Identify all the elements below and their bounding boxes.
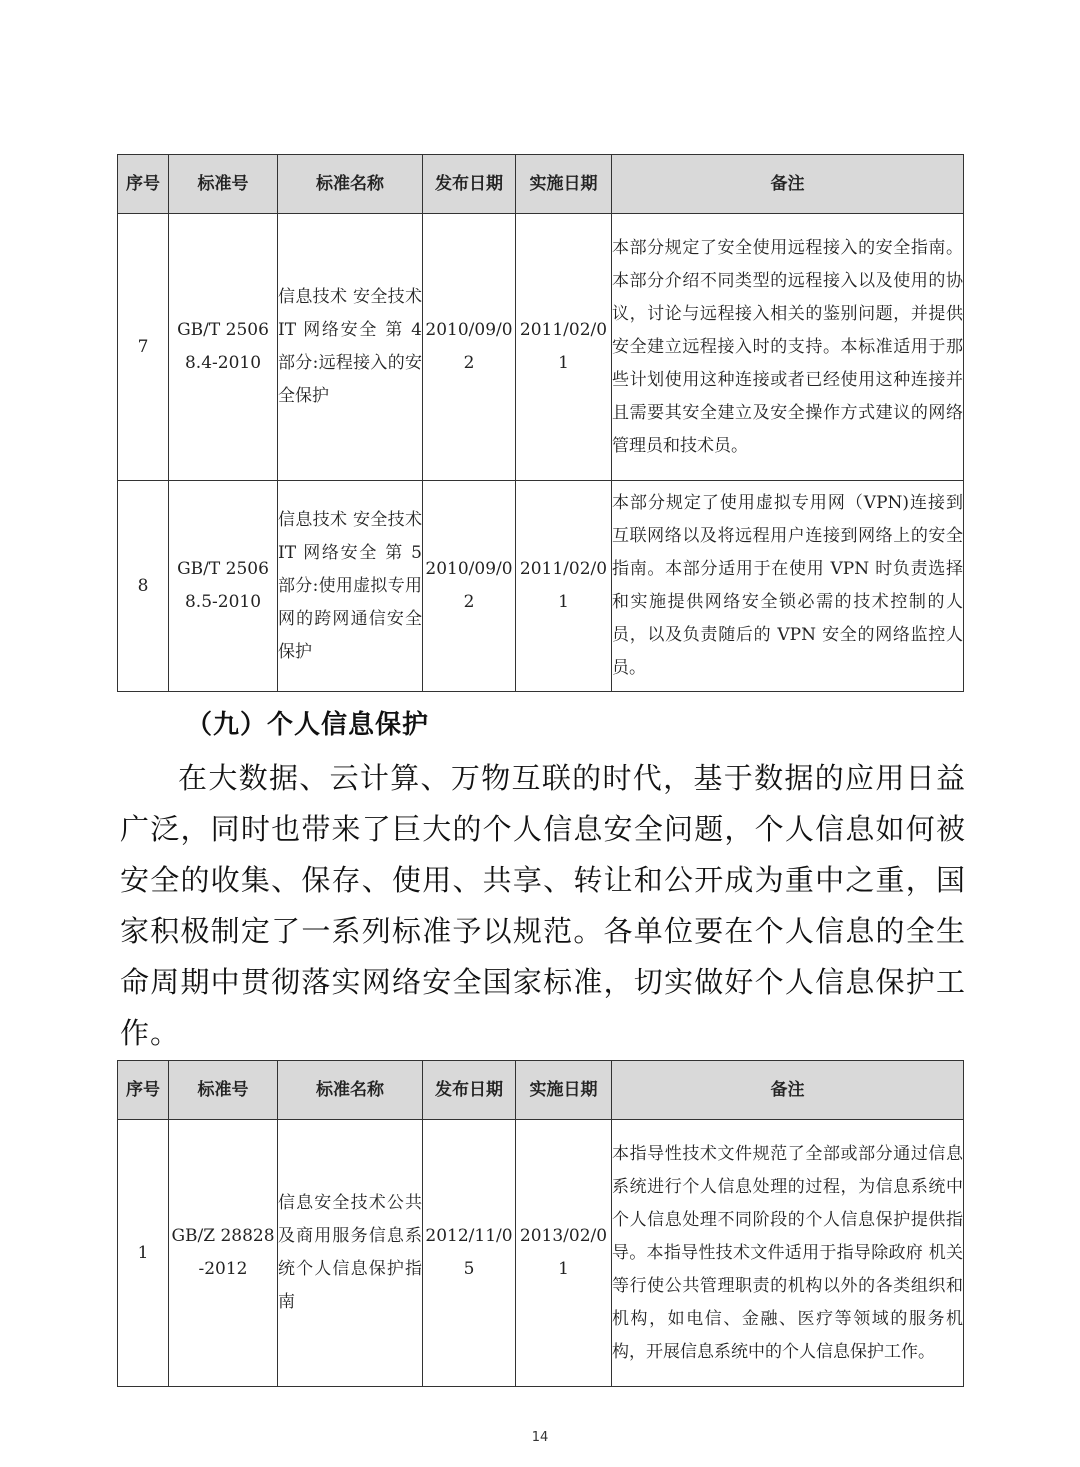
table-row — [118, 1120, 964, 1387]
row-name: 信息技术 安全技术 IT 网络安全 第 5 部分:使用虚拟专用网的跨网通信安全保护 — [278, 481, 423, 692]
standards-table-personal-info — [117, 1060, 964, 1387]
row-published: 2012/11/05 — [423, 1120, 516, 1387]
header-name: 标准名称 — [278, 155, 423, 214]
row-name: 信息技术 安全技术 IT 网络安全 第 4 部分:远程接入的安全保护 — [278, 214, 423, 481]
header-no: 序号 — [118, 155, 169, 214]
row-no: 1 — [118, 1120, 169, 1387]
row-code: GB/Z 28828-2012 — [169, 1120, 278, 1387]
header-published: 发布日期 — [423, 1061, 516, 1120]
row-no: 7 — [118, 214, 169, 481]
row-note: 本部分规定了使用虚拟专用网（VPN)连接到互联网络以及将远程用户连接到网络上的安全指南。本部分适用于在使用 VPN 时负责选择和实施提供网络安全锁必需的技术控制的人员，以及负责随后的 VPN 安全的网络监控人员。 — [612, 481, 964, 692]
row-effective: 2011/02/01 — [516, 214, 612, 481]
row-published: 2010/09/02 — [423, 214, 516, 481]
header-code: 标准号 — [169, 155, 278, 214]
row-no: 8 — [118, 481, 169, 692]
row-name: 信息安全技术公共及商用服务信息系统个人信息保护指南 — [278, 1120, 423, 1387]
table-header-row — [118, 1061, 964, 1120]
header-published: 发布日期 — [423, 155, 516, 214]
header-effective: 实施日期 — [516, 1061, 612, 1120]
section-paragraph: 在大数据、云计算、万物互联的时代，基于数据的应用日益广泛，同时也带来了巨大的个人信息安全问题，个人信息如何被安全的收集、保存、使用、共享、转让和公开成为重中之重，国家积极制定了一系列标准予以规范。各单位要在个人信息的全生命周期中贯彻落实网络安全国家标准，切实做好个人信息保护工作。 — [120, 761, 966, 1050]
row-effective: 2013/02/01 — [516, 1120, 612, 1387]
header-note: 备注 — [612, 1061, 964, 1120]
standards-table-network-security — [117, 154, 964, 692]
header-note: 备注 — [612, 155, 964, 214]
row-published: 2010/09/02 — [423, 481, 516, 692]
row-effective: 2011/02/01 — [516, 481, 612, 692]
section-heading: （九）个人信息保护 — [186, 710, 430, 740]
row-note: 本部分规定了安全使用远程接入的安全指南。本部分介绍不同类型的远程接入以及使用的协议，讨论与远程接入相关的鉴别问题，并提供安全建立远程接入时的支持。本标准适用于那些计划使用这种连接或者已经使用这种连接并且需要其安全建立及安全操作方式建议的网络管理员和技术员。 — [612, 214, 964, 481]
row-code: GB/T 25068.5-2010 — [169, 481, 278, 692]
header-name: 标准名称 — [278, 1061, 423, 1120]
table-row — [118, 481, 964, 692]
row-code: GB/T 25068.4-2010 — [169, 214, 278, 481]
table-row — [118, 214, 964, 481]
page-number: 14 — [531, 1430, 549, 1445]
header-code: 标准号 — [169, 1061, 278, 1120]
header-no: 序号 — [118, 1061, 169, 1120]
table-header-row — [118, 155, 964, 214]
row-note: 本指导性技术文件规范了全部或部分通过信息系统进行个人信息处理的过程，为信息系统中个人信息处理不同阶段的个人信息保护提供指导。本指导性技术文件适用于指导除政府 机关等行使公共管理职责的机构以外的各类组织和机构，如电信、金融、医疗等领域的服务机构，开展信息系统中的个人信息保护工作。 — [612, 1120, 964, 1387]
header-effective: 实施日期 — [516, 155, 612, 214]
